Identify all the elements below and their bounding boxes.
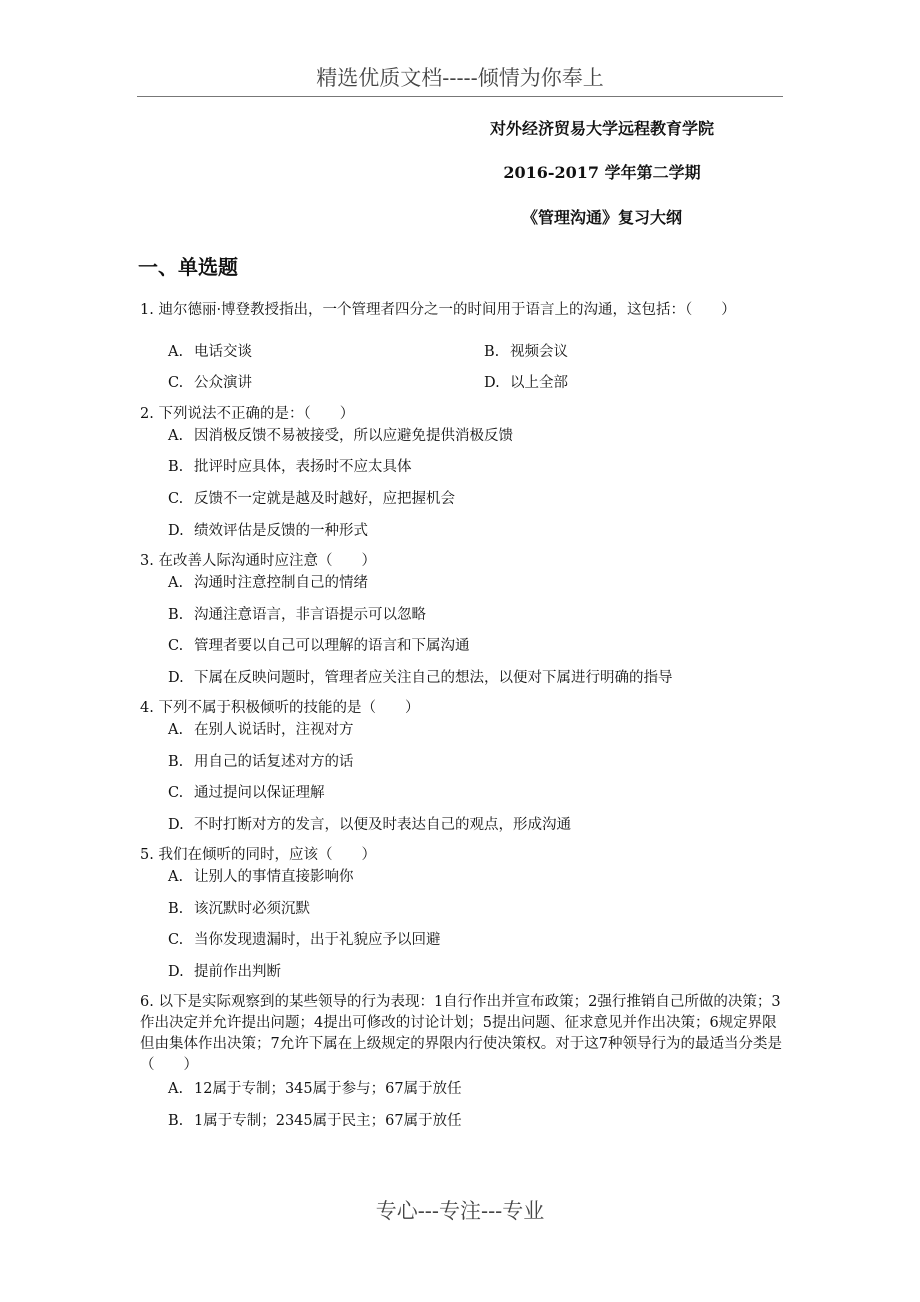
q6-option-b — [168, 1111, 462, 1131]
q5-option-a — [168, 867, 354, 887]
q3-option-b — [168, 605, 426, 625]
q5-option-d — [168, 962, 281, 982]
question-2-stem: 2. 下列说法不正确的是：（ ） — [140, 406, 355, 422]
option-text: 该沉默时必须沉默 — [194, 901, 310, 917]
option-text: 1属于专制；2345属于民主；67属于放任 — [194, 1113, 462, 1129]
q6-option-a — [168, 1079, 462, 1099]
q1-option-c — [168, 373, 252, 393]
option-key: D. — [168, 964, 184, 980]
q3-option-a — [168, 573, 368, 593]
option-text: 沟通注意语言，非言语提示可以忽略 — [194, 607, 426, 623]
option-text: 以上全部 — [510, 375, 568, 391]
option-key: D. — [484, 375, 500, 391]
header-divider — [137, 96, 783, 97]
option-key: B. — [168, 1113, 184, 1129]
option-text: 提前作出判断 — [194, 964, 281, 980]
option-text: 12属于专制；345属于参与；67属于放任 — [194, 1081, 462, 1097]
q4-option-b — [168, 752, 354, 772]
q5-option-c — [168, 930, 441, 950]
q5-option-b — [168, 899, 310, 919]
q2-option-c — [168, 489, 455, 509]
option-key: C. — [168, 491, 184, 507]
question-4-stem: 4. 下列不属于积极倾听的技能的是（ ） — [140, 700, 420, 716]
option-key: C. — [168, 375, 184, 391]
option-key: C. — [168, 785, 184, 801]
option-key: A. — [168, 1081, 184, 1097]
question-6-stem: 6. 以下是实际观察到的某些领导的行为表现：1自行作出并宣布政策；2强行推销自己所做的决策；3作出决定并允许提出问题；4提出可修改的讨论计划；5提出问题、征求意见并作出决策；6规定界限但由集体作出决策；7允许下属在上级规定的界限内行使决策权。对于这7种领导行为的最适当分类是（ ） — [140, 994, 782, 1073]
page-header: 精选优质文档-----倾情为你奉上 — [316, 66, 604, 90]
option-key: A. — [168, 869, 184, 885]
q1-option-d — [484, 373, 568, 393]
option-text: 让别人的事情直接影响你 — [194, 869, 354, 885]
option-text: 在别人说话时，注视对方 — [194, 722, 354, 738]
option-text: 通过提问以保证理解 — [194, 785, 325, 801]
q2-option-d — [168, 521, 368, 541]
option-text: 沟通时注意控制自己的情绪 — [194, 575, 368, 591]
option-text: 视频会议 — [510, 344, 568, 360]
option-text: 因消极反馈不易被接受，所以应避免提供消极反馈 — [194, 428, 513, 444]
option-key: A. — [168, 575, 184, 591]
option-key: B. — [168, 754, 184, 770]
option-text: 用自己的话复述对方的话 — [194, 754, 354, 770]
option-key: A. — [168, 428, 184, 444]
option-text: 管理者要以自己可以理解的语言和下属沟通 — [194, 638, 470, 654]
option-text: 当你发现遗漏时，出于礼貌应予以回避 — [194, 932, 441, 948]
option-text: 不时打断对方的发言，以便及时表达自己的观点，形成沟通 — [194, 817, 571, 833]
question-1-stem: 1. 迪尔德丽·博登教授指出，一个管理者四分之一的时间用于语言上的沟通，这包括：（ ） — [140, 302, 736, 318]
option-text: 批评时应具体，表扬时不应太具体 — [194, 459, 412, 475]
option-key: C. — [168, 638, 184, 654]
option-key: D. — [168, 817, 184, 833]
option-key: A. — [168, 344, 184, 360]
q2-option-b — [168, 457, 412, 477]
q4-option-a — [168, 720, 354, 740]
course-title: 《管理沟通》复习大纲 — [521, 208, 682, 227]
q4-option-d — [168, 815, 571, 835]
option-key: B. — [484, 344, 500, 360]
option-key: D. — [168, 523, 184, 539]
section-heading: 一、单选题 — [138, 255, 238, 279]
option-text: 电话交谈 — [194, 344, 252, 360]
q3-option-c — [168, 636, 470, 656]
question-3-stem: 3. 在改善人际沟通时应注意（ ） — [140, 553, 376, 569]
q4-option-c — [168, 783, 325, 803]
option-key: B. — [168, 607, 184, 623]
school-title: 对外经济贸易大学远程教育学院 — [489, 119, 714, 138]
term-title: 2016-2017 学年第二学期 — [503, 163, 701, 182]
q3-option-d — [168, 668, 673, 688]
option-key: B. — [168, 459, 184, 475]
option-text: 反馈不一定就是越及时越好，应把握机会 — [194, 491, 455, 507]
option-key: C. — [168, 932, 184, 948]
option-key: D. — [168, 670, 184, 686]
q2-option-a — [168, 426, 513, 446]
option-text: 公众演讲 — [194, 375, 252, 391]
option-text: 绩效评估是反馈的一种形式 — [194, 523, 368, 539]
question-5-stem: 5. 我们在倾听的同时，应该（ ） — [140, 847, 376, 863]
page-footer: 专心---专注---专业 — [375, 1199, 545, 1223]
option-key: B. — [168, 901, 184, 917]
q1-option-a — [168, 342, 252, 362]
q1-option-b — [484, 342, 568, 362]
option-text: 下属在反映问题时，管理者应关注自己的想法，以便对下属进行明确的指导 — [194, 670, 673, 686]
option-key: A. — [168, 722, 184, 738]
